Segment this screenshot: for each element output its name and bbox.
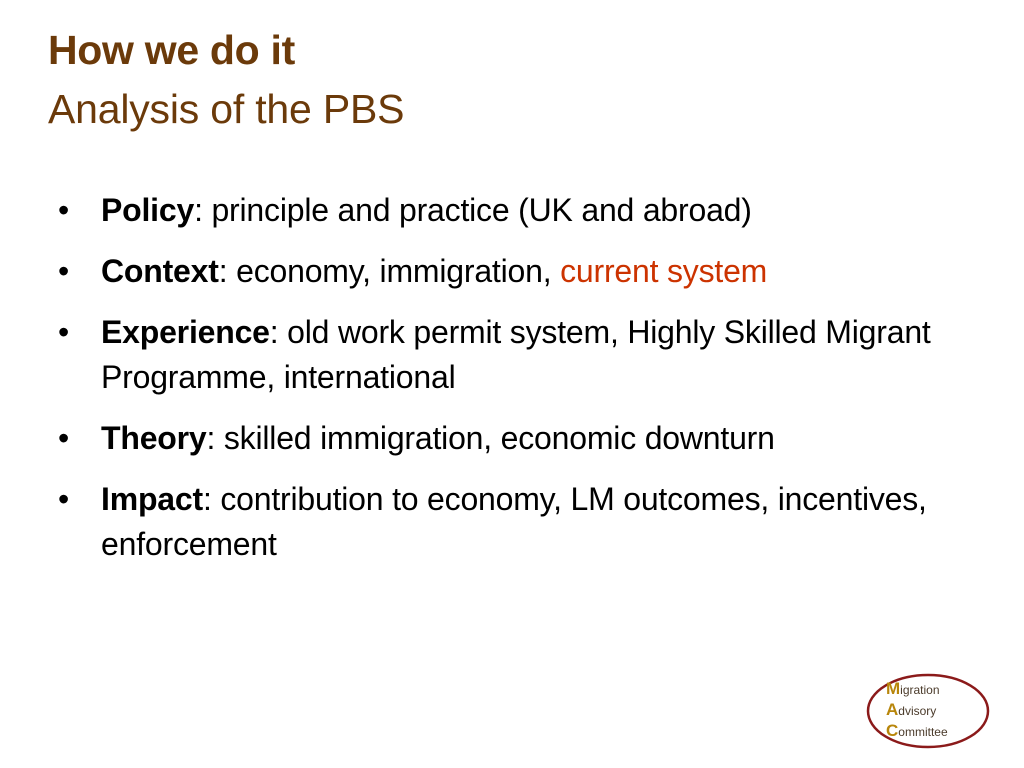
bullet-text: : skilled immigration, economic downturn bbox=[206, 420, 775, 456]
bullet-highlight: current system bbox=[560, 253, 768, 289]
bullet-term: Context bbox=[101, 253, 219, 289]
logo-initial: A bbox=[886, 700, 899, 719]
logo-initial: C bbox=[886, 721, 899, 740]
bullet-text: : principle and practice (UK and abroad) bbox=[194, 192, 752, 228]
logo-word: ommittee bbox=[898, 725, 948, 739]
slide-subtitle: Analysis of the PBS bbox=[48, 86, 405, 132]
bullet-context bbox=[58, 249, 988, 294]
logo-line-committee bbox=[886, 722, 948, 741]
logo-initial: M bbox=[886, 679, 901, 698]
bullet-term: Experience bbox=[101, 314, 270, 350]
bullet-term: Impact bbox=[101, 481, 203, 517]
bullet-list bbox=[58, 188, 988, 583]
bullet-term: Theory bbox=[101, 420, 207, 456]
bullet-policy bbox=[58, 188, 988, 233]
logo-line-advisory bbox=[886, 701, 936, 720]
logo-word: dvisory bbox=[898, 704, 937, 718]
slide-title: How we do it bbox=[48, 27, 295, 73]
bullet-dot-icon: • bbox=[58, 481, 70, 517]
bullet-theory bbox=[58, 416, 988, 461]
bullet-dot-icon: • bbox=[58, 420, 70, 456]
bullet-text: : economy, immigration, bbox=[218, 253, 561, 289]
bullet-text: : old work permit system, Highly Skilled Migrant Programme, international bbox=[101, 314, 931, 395]
bullet-dot-icon: • bbox=[58, 253, 70, 289]
bullet-text: : contribution to economy, LM outcomes, incentives, enforcement bbox=[101, 481, 927, 562]
bullet-impact bbox=[58, 477, 988, 567]
logo-word: igration bbox=[900, 683, 940, 697]
bullet-experience bbox=[58, 310, 988, 400]
bullet-term: Policy bbox=[101, 192, 195, 228]
bullet-dot-icon: • bbox=[58, 314, 70, 350]
bullet-dot-icon: • bbox=[58, 192, 70, 228]
migration-advisory-committee-logo bbox=[866, 672, 990, 750]
logo-line-migration bbox=[886, 680, 940, 699]
